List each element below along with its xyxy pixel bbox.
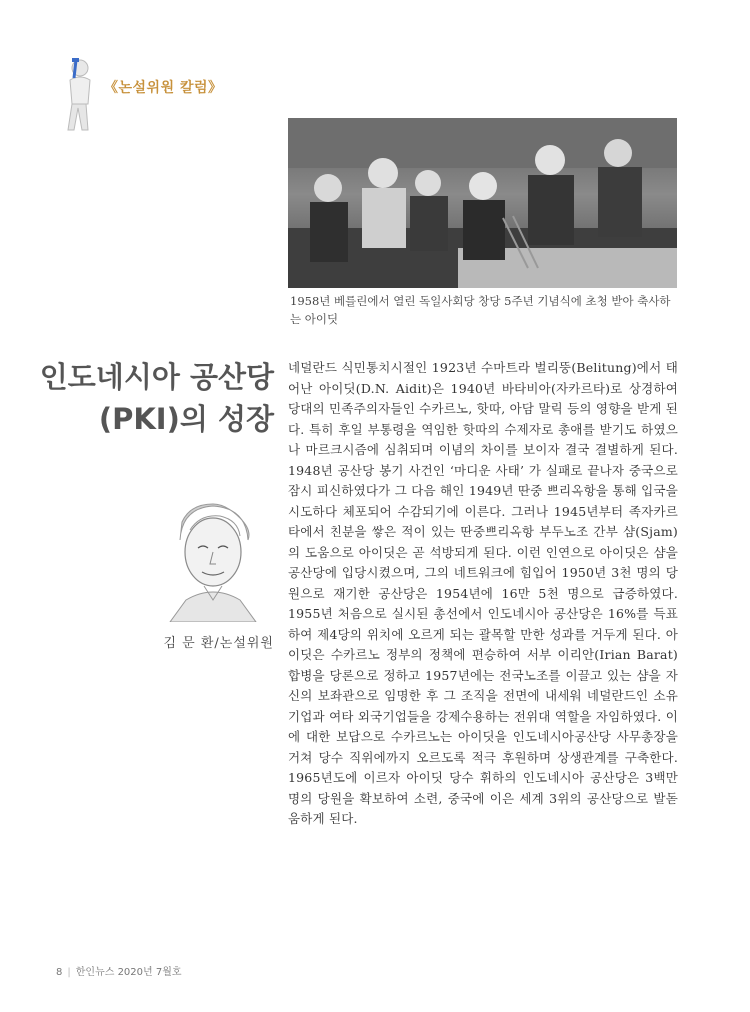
- page-number: 8: [56, 967, 63, 978]
- title-line-2: (PKI)의 성장: [98, 402, 274, 436]
- page-footer: [56, 963, 182, 978]
- section-label: 《논설위원 칼럼》: [104, 80, 223, 96]
- author-portrait-icon: [160, 500, 266, 622]
- photo-caption: 1958년 베를린에서 열린 독일사회당 창당 5주년 기념식에 초청 받아 축사하는 아이딧: [290, 294, 671, 326]
- historical-photo-icon: [288, 118, 677, 288]
- title-line-1: 인도네시아 공산당: [39, 360, 274, 394]
- article-title: [20, 356, 274, 440]
- footer-separator: |: [67, 967, 71, 978]
- publication-name: 한인뉴스 2020년 7월호: [75, 967, 182, 978]
- figure-pen-icon: [56, 58, 102, 136]
- article-body: 네덜란드 식민통치시절인 1923년 수마트라 벌리뚱(Belitung)에서 태어난 아이딧(D.N. Aidit)은 1940년 바타비아(자카르타)로 상경하여 당대의 민족주의자들인 수카르노, 핫따, 아담 말릭 등의 영향을 받게 된다. 특히 후일 부통령을 역임한 핫따의 수제자로 총애를 받기도 하였으나 마르크시즘에 심취되며 이념의 차이를 보이자 결국 결별하게 된다. 1948년 공산당 봉기 사건인 ‘마디운 사태’ 가 실패로 끝나자 중국으로 잠시 피신하였다가 그 다음 해인 1949년 딴중 쁘리옥항을 통해 입국을 시도하다 체포되어 수감되기에 이른다. 그러나 1945년부터 족자카르타에서 친분을 쌓은 적이 있는 딴중쁘리옥항 부두노조 간부 샴(Sjam)의 도움으로 아이딧은 곧 석방되게 된다. 이런 인연으로 아이딧은 샴을 공산당에 입당시켰으며, 그의 네트워크에 힘입어 1950년 3천 명의 당원으로 재기한 공산당은 1954년에 16만 5천 명으로 급증하였다. 1955년 처음으로 실시된 총선에서 인도네시아 공산당은 16%를 득표하여 제4당의 위치에 오르게 되는 괄목할 만한 성과를 거두게 된다. 아이딧은 수카르노 정부의 정책에 편승하여 서부 이리안(Irian Barat) 합병을 당론으로 정하고 1957년에는 전국노조를 이끌고 있는 샴을 자신의 보좌관으로 임명한 후 그 조직을 전면에 내세워 네덜란드인 소유기업과 여타 외국기업들을 강제수용하는 전위대 역할을 자임하였다. 이에 대한 보답으로 수카르노는 아이딧을 인도네시아공산당 사무총장을 거쳐 당수 직위에까지 오르도록 적극 후원하며 상생관계를 구축한다. 1965년도에 이르자 아이딧 당수 휘하의 인도네시아 공산당은 3백만 명의 당원을 확보하여 소련, 중국에 이은 세계 3위의 공산당으로 발돋움하게 된다.: [288, 360, 678, 826]
- author-byline: 김 문 환/논설위원: [163, 636, 274, 651]
